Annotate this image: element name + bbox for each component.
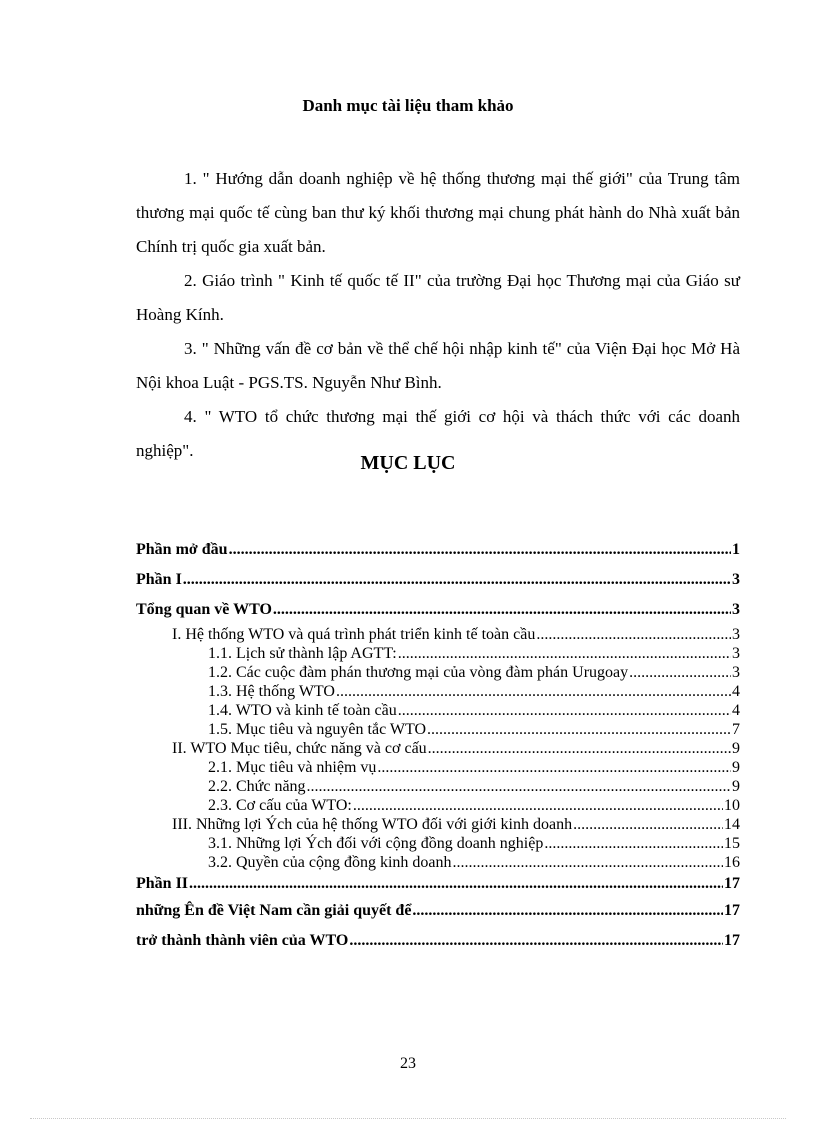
toc-entry-title: 1.5. Mục tiêu và nguyên tắc WTO (208, 721, 427, 738)
reference-item: 2. Giáo trình " Kinh tế quốc tế II" của trường Đại học Thương mại của Giáo sư Hoàng Kính. (136, 271, 740, 324)
toc-leader-dots (353, 796, 723, 815)
table-of-contents (136, 535, 740, 956)
toc-entry-page: 4 (732, 702, 740, 719)
toc-leader-dots (229, 535, 731, 565)
toc-leader-dots (183, 565, 731, 595)
toc-entry-2-1[interactable] (136, 758, 740, 777)
toc-leader-dots (427, 720, 731, 739)
toc-entry-intro[interactable] (136, 535, 740, 565)
references-list (136, 162, 740, 468)
toc-entry-page: 9 (732, 740, 740, 757)
toc-leader-dots (349, 926, 723, 956)
toc-entry-page: 17 (724, 932, 740, 949)
toc-leader-dots (412, 896, 723, 926)
toc-entry-title: Tổng quan về WTO (136, 601, 272, 618)
toc-leader-dots (536, 625, 731, 644)
references-heading: Danh mục tài liệu tham khảo (302, 96, 514, 115)
toc-entry-3-1[interactable] (136, 834, 740, 853)
toc-entry-page: 3 (732, 626, 740, 643)
toc-entry-section-1[interactable] (136, 625, 740, 644)
toc-entry-issues[interactable] (136, 896, 740, 926)
toc-entry-title: những Ên đề Việt Nam cần giải quyết để (136, 902, 412, 919)
toc-entry-page: 15 (724, 835, 740, 852)
toc-leader-dots (428, 739, 731, 758)
toc-entry-page: 16 (724, 854, 740, 871)
toc-entry-title: III. Những lợi Ých của hệ thống WTO đối với giới kinh doanh (172, 816, 573, 833)
toc-leader-dots (544, 834, 723, 853)
toc-entry-1-5[interactable] (136, 720, 740, 739)
toc-entry-title: 1.1. Lịch sử thành lập AGTT: (208, 645, 397, 662)
toc-leader-dots (398, 644, 731, 663)
toc-entry-title: I. Hệ thống WTO và quá trình phát triển kinh tế toàn cầu (172, 626, 536, 643)
toc-entry-part-2[interactable] (136, 872, 740, 896)
toc-entry-title: Phần mở đầu (136, 541, 228, 558)
toc-entry-page: 3 (732, 664, 740, 681)
toc-entry-section-3[interactable] (136, 815, 740, 834)
toc-leader-dots (307, 777, 731, 796)
toc-leader-dots (573, 815, 723, 834)
toc-entry-3-2[interactable] (136, 853, 740, 872)
toc-entry-page: 14 (724, 816, 740, 833)
toc-entry-title: Phần I (136, 571, 182, 588)
toc-entry-page: 3 (732, 601, 740, 618)
toc-entry-title: 3.2. Quyền của cộng đồng kinh doanh (208, 854, 452, 871)
toc-entry-title: 1.2. Các cuộc đàm phán thương mại của vòng đàm phán Urugoay (208, 664, 629, 681)
toc-leader-dots (453, 853, 723, 872)
toc-entry-1-3[interactable] (136, 682, 740, 701)
page-number: 23 (400, 1055, 416, 1072)
toc-leader-dots (189, 872, 723, 896)
toc-entry-page: 3 (732, 645, 740, 662)
toc-entry-page: 9 (732, 778, 740, 795)
toc-leader-dots (273, 595, 731, 625)
toc-heading: MỤC LỤC (360, 452, 456, 474)
toc-leader-dots (398, 701, 731, 720)
reference-item: 1. " Hướng dẫn doanh nghiệp về hệ thống thương mại thế giới" của Trung tâm thương mại quốc tế cùng ban thư ký khối thương mại chung phát hành do Nhà xuất bản Chính trị quốc gia xuất bản. (136, 169, 740, 256)
toc-entry-overview[interactable] (136, 595, 740, 625)
toc-entry-part-1[interactable] (136, 565, 740, 595)
toc-entry-page: 9 (732, 759, 740, 776)
toc-entry-title: 1.4. WTO và kinh tế toàn cầu (208, 702, 397, 719)
toc-leader-dots (377, 758, 731, 777)
toc-entry-membership[interactable] (136, 926, 740, 956)
toc-entry-2-3[interactable] (136, 796, 740, 815)
toc-entry-title: 2.1. Mục tiêu và nhiệm vụ (208, 759, 377, 776)
toc-entry-section-2[interactable] (136, 739, 740, 758)
footer-divider (30, 1118, 786, 1119)
toc-entry-title: 1.3. Hệ thống WTO (208, 683, 335, 700)
toc-leader-dots (629, 663, 731, 682)
reference-item: 3. " Những vấn đề cơ bản về thể chế hội nhập kinh tế" của Viện Đại học Mở Hà Nội khoa Luật - PGS.TS. Nguyễn Như Bình. (136, 339, 740, 392)
toc-entry-1-1[interactable] (136, 644, 740, 663)
toc-entry-title: 2.3. Cơ cấu của WTO: (208, 797, 352, 814)
toc-entry-page: 1 (732, 541, 740, 558)
toc-entry-page: 3 (732, 571, 740, 588)
toc-entry-page: 7 (732, 721, 740, 738)
toc-entry-title: II. WTO Mục tiêu, chức năng và cơ cấu (172, 740, 427, 757)
toc-entry-title: trở thành thành viên của WTO (136, 932, 349, 949)
toc-entry-1-4[interactable] (136, 701, 740, 720)
toc-entry-title: 3.1. Những lợi Ých đối với cộng đồng doanh nghiệp (208, 835, 544, 852)
toc-entry-page: 17 (724, 875, 740, 892)
toc-entry-page: 10 (724, 797, 740, 814)
toc-entry-1-2[interactable] (136, 663, 740, 682)
toc-entry-page: 17 (724, 902, 740, 919)
toc-entry-title: Phần II (136, 875, 189, 892)
reference-item: 4. " WTO tổ chức thương mại thế giới cơ hội và thách thức với các doanh nghiệp". (136, 407, 740, 460)
toc-entry-2-2[interactable] (136, 777, 740, 796)
toc-leader-dots (336, 682, 731, 701)
toc-entry-page: 4 (732, 683, 740, 700)
toc-entry-title: 2.2. Chức năng (208, 778, 306, 795)
